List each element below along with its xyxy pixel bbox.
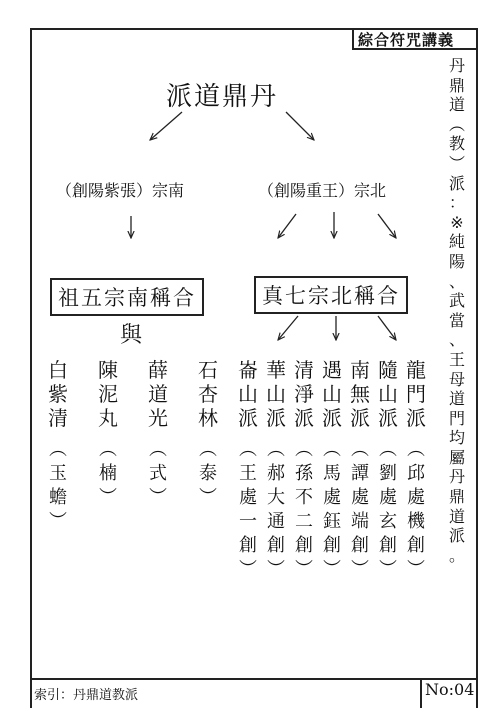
vertical-char: 創 [239,535,257,556]
vertical-char: 陽 [448,251,465,271]
vertical-char: 屬 [448,447,465,467]
vertical-char: 薛 [148,358,168,382]
vertical-char: 處 [351,487,369,508]
vertical-char: 當 [448,310,465,330]
vertical-char: 光 [148,406,168,430]
vertical-char: 、 [448,271,465,291]
vertical-char: 創 [407,535,425,556]
vertical-char: 道 [448,389,465,409]
vertical-char: 、 [448,330,465,350]
vertical-char: 清 [48,406,68,430]
vertical-char: 式 [149,463,167,484]
vertical-char: 遇 [322,358,342,382]
arrow-north-right [378,214,396,238]
vertical-char: 門 [448,408,465,428]
vertical-char: 山 [238,382,258,406]
vertical-char: 玄 [379,511,397,532]
vertical-char: ︵ [448,114,465,134]
arrow-to-south [150,112,182,140]
vertical-char: 。 [448,545,465,565]
vertical-char: 教 [448,134,465,154]
vertical-char: 派 [322,406,342,430]
arrow-box-right [378,316,396,340]
vertical-char: 泰 [199,463,217,484]
vertical-char: 鼎 [448,75,465,95]
vertical-char: ︵ [99,439,117,460]
vertical-char: 無 [350,382,370,406]
connector-label: 與 [120,323,143,348]
vertical-char: 鼎 [448,487,465,507]
vertical-char: 丹 [448,56,465,75]
vertical-char: 白 [48,358,68,382]
vertical-char: ︶ [323,559,341,580]
vertical-char: ︵ [149,439,167,460]
vertical-char: 大 [267,487,285,508]
vertical-char: 派 [238,406,258,430]
vertical-char: ︵ [351,439,369,460]
vertical-char: ︵ [267,439,285,460]
vertical-char: 派 [294,406,314,430]
vertical-char: 王 [239,463,257,484]
north-summary-box: 真七宗北稱合 [254,276,408,314]
vertical-char: ︶ [49,511,67,532]
vertical-char: ︶ [407,559,425,580]
vertical-char: 山 [322,382,342,406]
vertical-char: 武 [448,291,465,311]
vertical-char: ︵ [379,439,397,460]
vertical-char: ︶ [239,559,257,580]
vertical-char: ︵ [295,439,313,460]
vertical-char: 杏 [198,382,218,406]
vertical-char: 創 [379,535,397,556]
vertical-char: 陳 [98,358,118,382]
south-branch-label: （創陽紫張）宗南 [56,181,185,200]
vertical-char: 門 [406,382,426,406]
vertical-char: ︶ [379,559,397,580]
vertical-char: 處 [239,487,257,508]
vertical-char: ︶ [295,559,313,580]
vertical-char: ︶ [351,559,369,580]
vertical-char: ︶ [267,559,285,580]
vertical-char: 一 [239,511,257,532]
vertical-char: 崙 [238,358,258,382]
vertical-char: ： [448,193,465,213]
vertical-char: 不 [295,487,313,508]
vertical-char: ︶ [448,153,465,173]
vertical-char: 純 [448,232,465,252]
vertical-char: 派 [266,406,286,430]
vertical-char: 派 [448,526,465,546]
vertical-char: 派 [406,406,426,430]
vertical-char: 王 [448,349,465,369]
vertical-char: ︵ [323,439,341,460]
vertical-char: 孫 [295,463,313,484]
arrow-north-left [278,214,296,238]
vertical-char: 清 [294,358,314,382]
vertical-char: 龍 [406,358,426,382]
page-number: No:04 [425,680,475,699]
vertical-char: 譚 [351,463,369,484]
vertical-char: ︶ [99,487,117,508]
vertical-char: 林 [198,406,218,430]
vertical-char: 母 [448,369,465,389]
vertical-char: 楠 [99,463,117,484]
vertical-char: 道 [448,506,465,526]
vertical-char: 泥 [98,382,118,406]
vertical-char: 玉 [49,463,67,484]
vertical-char: 機 [407,511,425,532]
vertical-char: ︵ [407,439,425,460]
vertical-char: ︶ [149,487,167,508]
vertical-char: 華 [266,358,286,382]
vertical-char: 隨 [378,358,398,382]
vertical-char: 山 [266,382,286,406]
vertical-char: 創 [267,535,285,556]
footer-index: 索引：丹鼎道教派 [34,688,139,703]
vertical-char: 處 [407,487,425,508]
vertical-char: ︵ [239,439,257,460]
vertical-char: 派 [448,173,465,193]
vertical-char: 鈺 [323,511,341,532]
vertical-char: 石 [198,358,218,382]
vertical-char: 郝 [267,463,285,484]
vertical-char: 山 [378,382,398,406]
vertical-char: 創 [323,535,341,556]
vertical-char: 南 [350,358,370,382]
vertical-char: 丹 [448,467,465,487]
vertical-char: 處 [323,487,341,508]
vertical-char: 道 [148,382,168,406]
vertical-char: 劉 [379,463,397,484]
vertical-char: ︶ [199,487,217,508]
vertical-char: 道 [448,95,465,115]
page-header-title: 綜合符咒講義 [358,31,455,49]
south-summary-box: 祖五宗南稱合 [50,278,204,316]
arrow-box-left [278,316,298,340]
vertical-char: 派 [350,406,370,430]
vertical-char: 丸 [98,406,118,430]
vertical-char: 派 [378,406,398,430]
vertical-char: ※ [450,212,464,232]
vertical-char: 紫 [48,382,68,406]
vertical-char: 均 [448,428,465,448]
vertical-char: 創 [295,535,313,556]
vertical-char: 通 [267,511,285,532]
vertical-char: 創 [351,535,369,556]
vertical-char: ︵ [199,439,217,460]
vertical-char: 淨 [294,382,314,406]
vertical-char: 馬 [323,463,341,484]
arrow-to-north [286,112,314,140]
vertical-char: ︵ [49,439,67,460]
vertical-char: 邱 [407,463,425,484]
vertical-char: 處 [379,487,397,508]
north-branch-label: （創陽重王）宗北 [258,181,387,200]
vertical-char: 蟾 [49,487,67,508]
diagram-title: 派道鼎丹 [166,82,279,112]
vertical-char: 二 [295,511,313,532]
vertical-char: 端 [351,511,369,532]
